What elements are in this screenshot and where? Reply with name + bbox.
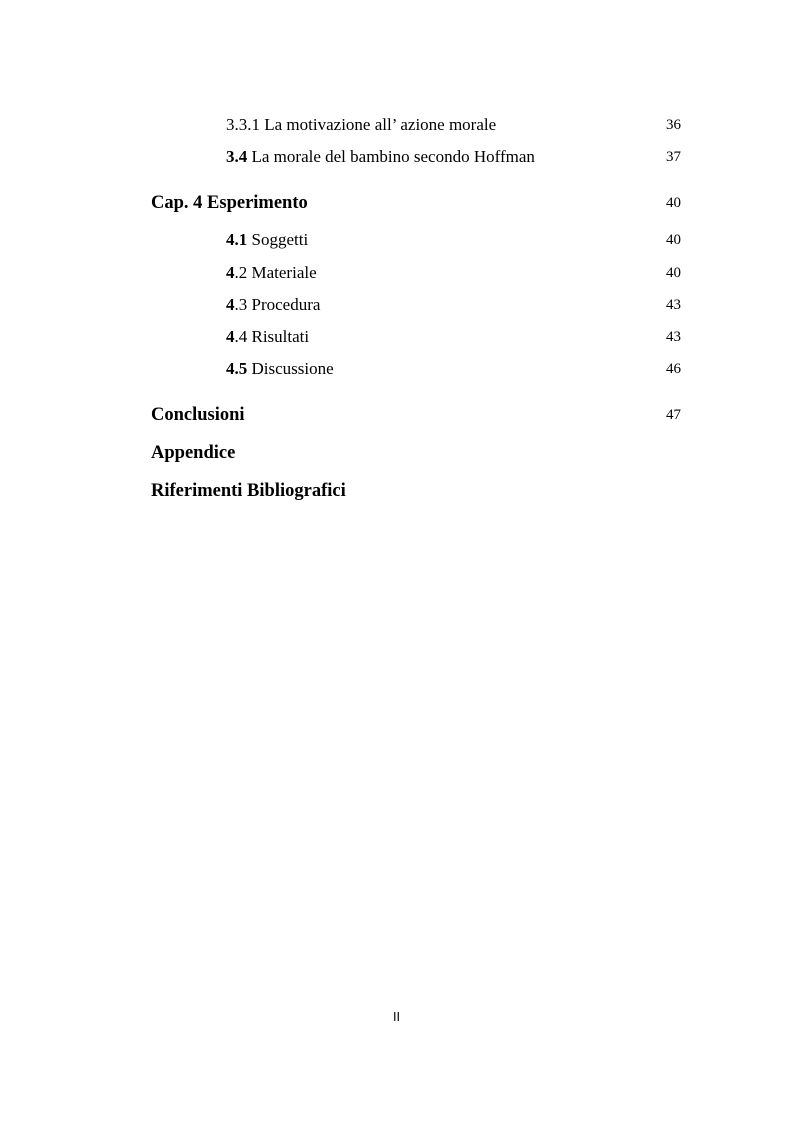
toc-entry-page-number: 43 — [666, 297, 681, 313]
toc-entry-title: Materiale — [247, 263, 317, 282]
toc-entry-page-number: 46 — [666, 361, 681, 377]
toc-entry-title: Soggetti — [247, 230, 309, 249]
toc-entry-number: 4 — [226, 263, 235, 282]
toc-entry-number: 4 — [226, 295, 235, 314]
toc-entry-3-4 — [0, 145, 793, 169]
toc-entry-number: 3.4 — [226, 147, 248, 166]
toc-entry-4-5 — [0, 357, 793, 381]
toc-entry-4-2 — [0, 261, 793, 285]
toc-entry-page-number: 47 — [666, 407, 681, 423]
toc-appendice — [0, 441, 793, 465]
toc-entry-label — [226, 261, 317, 285]
toc-entry-page-number: 40 — [666, 232, 681, 248]
toc-chapter-title: Cap. 4 Esperimento — [151, 193, 308, 213]
toc-entry-4-3 — [0, 293, 793, 317]
toc-entry-title: Risultati — [247, 327, 310, 346]
toc-entry-3-3-1 — [0, 113, 793, 137]
toc-chapter-4 — [0, 191, 793, 215]
toc-entry-page-number: 43 — [666, 329, 681, 345]
toc-conclusioni — [0, 403, 793, 427]
toc-entry-label — [226, 325, 309, 349]
toc-entry-title: La morale del bambino secondo Hoffman — [247, 147, 535, 166]
toc-entry-number-rest: .3 — [234, 295, 248, 314]
toc-entry-label — [226, 357, 334, 381]
toc-entry-number-rest: .2 — [234, 263, 248, 282]
toc-entry-title: Procedura — [247, 295, 321, 314]
toc-entry-page-number: 36 — [666, 117, 681, 133]
footer-page-number: II — [392, 1010, 401, 1024]
toc-entry-page-number: 37 — [666, 149, 681, 165]
toc-entry-label: 3.3.1 La motivazione all’ azione morale — [226, 115, 497, 134]
toc-chapter-title: Appendice — [151, 443, 236, 463]
toc-entry-number: 4 — [226, 327, 235, 346]
toc-entry-4-1 — [0, 228, 793, 252]
toc-entry-label — [226, 228, 308, 252]
toc-chapter-title: Conclusioni — [151, 405, 245, 425]
toc-entry-number: 4.5 — [226, 359, 248, 378]
toc-entry-number: 4.1 — [226, 230, 248, 249]
toc-chapter-title: Riferimenti Bibliografici — [151, 481, 346, 501]
toc-entry-4-4 — [0, 325, 793, 349]
toc-entry-page-number: 40 — [666, 195, 681, 211]
toc-entry-title: Discussione — [247, 359, 334, 378]
toc-entry-label — [226, 293, 320, 317]
toc-entry-number-rest: .4 — [234, 327, 248, 346]
toc-entry-page-number: 40 — [666, 265, 681, 281]
toc-entry-label — [226, 145, 535, 169]
toc-riferimenti — [0, 479, 793, 503]
